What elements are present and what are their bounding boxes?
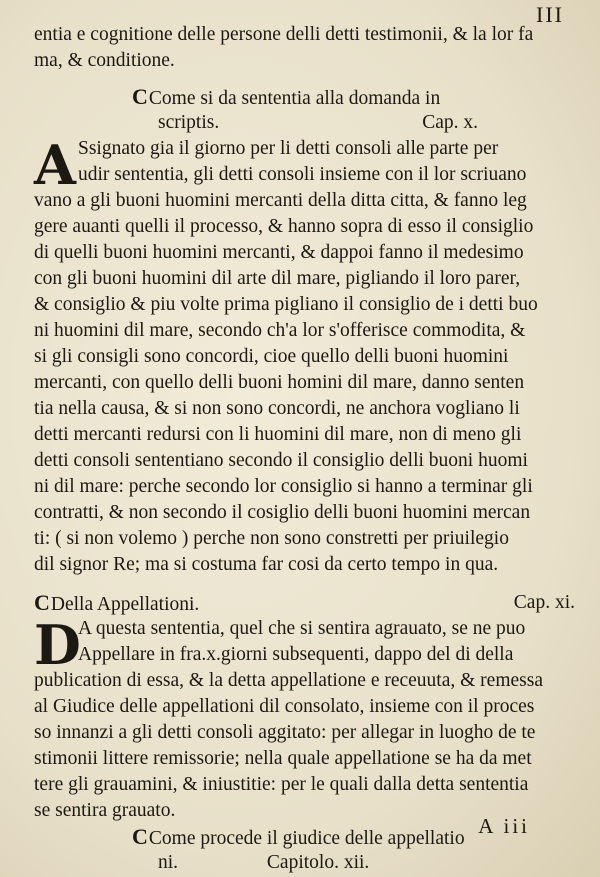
chapter-x-number: Cap. x. [422,112,478,133]
text-line: publication di essa, & la detta appellatione e receuuta, & remessa [34,670,543,691]
pilcrow-mark: C [132,824,148,849]
text-line: con gli buoni huomini dil arte dil mare, pigliando il loro parer, [34,268,521,289]
folio-number: III [536,2,564,27]
signature-mark: A iii [478,814,530,838]
text-line: Ssignato gia il giorno per li detti consoli alle parte per [78,138,499,159]
text-line: vano a gli buoni huomini mercanti della ditta citta, & fanno leg [34,190,527,211]
chapter-xi-body [34,613,579,824]
text-line: dil signor Re; ma si costuma far cosi da certo tempo in qua. [34,554,499,575]
chapter-x-body [34,133,579,578]
text-line: ni dil mare: perche secondo lor consiglio si hanno a terminar gli [34,476,533,497]
text-line: contratti, & non secondo il cosiglio delli buoni huomini mercan [34,502,531,523]
text-line: detti consoli sententiano secondo il consiglio delli buoni huomi [34,450,528,471]
text-line: si gli consigli sono concordi, cioe quello delli buoni huomini [34,346,509,367]
text-line: stimonii littere remissorie; nella quale appellatione se ha da met [34,748,532,769]
drop-initial-a: A [34,133,76,197]
text-line: ma, & conditione. [34,50,175,71]
text-line: mercanti, con quello delli buoni homini dil mare, danno senten [34,372,525,393]
text-line: gere auanti quelli il processo, & hanno sopra di esso il consiglio [34,216,534,237]
text-line: & consiglio & piu volte prima pigliano il consiglio de i detti buo [34,294,538,315]
text-line: se sentira grauato. [34,800,176,821]
text-line: so innanzi a gli detti consoli aggitato: per allegar in luogho de te [34,722,536,743]
text-line: A questa sententia, quel che si sentira agrauato, se ne puo [78,618,526,639]
drop-initial-d: D [34,613,81,677]
page-text [34,22,579,876]
text-line: tere gli grauamini, & iniustitie: per le quali dalla detta sententia [34,774,529,795]
chapter-xii-title: Come procede il giudice delle appellatio [148,828,465,849]
text-line: udir sententia, gli detti consoli insieme con il lor scriuano [78,164,527,185]
text-line: ni huomini dil mare, secondo ch'a lor s'offerisce commodita, & [34,320,526,341]
text-line: di quelli buoni huomini mercanti, & dappoi fanno il medesimo [34,242,524,263]
text-line: entia e cognitione delle persone delli detti testimonii, & la lor fa [34,24,534,45]
chapter-xii-heading-line2 [34,850,579,876]
pilcrow-mark: C [132,84,148,109]
text-line: al Giudice delle appellationi dil consolato, insieme con il proces [34,696,535,717]
text-line: tia nella causa, & si non sono concordi, ne anchora vogliano li [34,398,520,419]
chapter-x-heading-line2 [34,110,578,136]
chapter-xii-title-cont: ni. [158,852,179,873]
chapter-x-title: Come si da sententia alla domanda in [148,88,441,109]
chapter-xii-number: Capitolo. xii. [266,852,370,873]
text-line: ti: ( si non volemo ) perche non sono constretti per priuilegio [34,528,509,549]
pilcrow-mark: C [34,590,50,615]
chapter-x-heading [34,84,579,110]
chapter-xi-heading [34,590,579,616]
chapter-xi-title: Della Appellationi. [50,594,200,615]
text-line: detti mercanti redursi con li huomini dil mare, non di meno gli [34,424,522,445]
text-line: Appellare in fra.x.giorni subsequenti, dappo del di della [78,644,514,665]
chapter-x-title-cont: scriptis. [158,112,220,133]
chapter-xi-number: Cap. xi. [513,592,575,613]
